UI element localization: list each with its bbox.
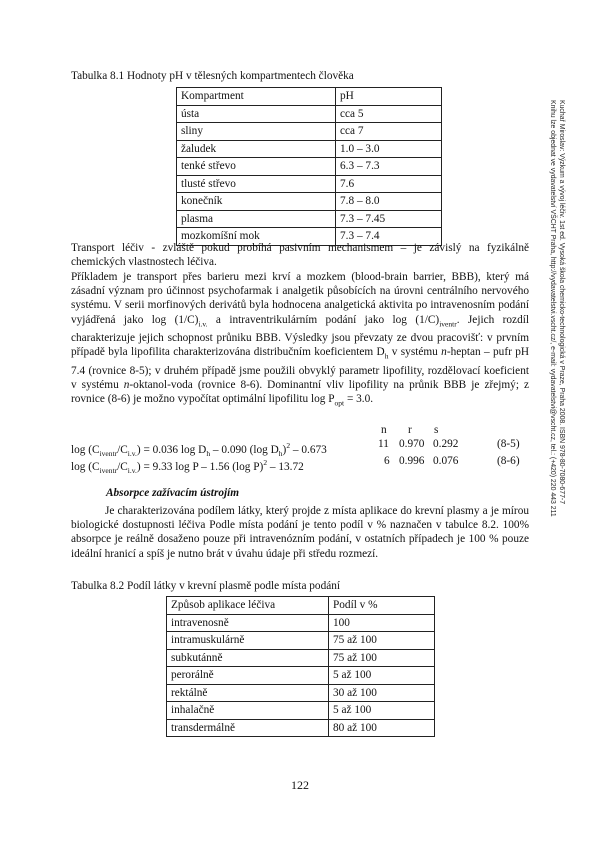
text-sub: opt: [334, 398, 345, 408]
table-cell: intramuskulárně: [167, 632, 329, 650]
table-cell: intravenosně: [167, 614, 329, 632]
text-run: Příkladem je transport přes barieru mezi krví a mozkem (blood-brain barrier, BBB), který má zásadní význam pro účinnost psychofarmak i analgetik působících na úrovni centrálního nervového systému. V serii morfinových derivátů byla hodnocena analgetická aktivita po intravenosním podání vyjádřená jako log (1/C): [71, 271, 529, 326]
text-sub: h: [384, 351, 389, 361]
table-cell: cca 7: [336, 123, 442, 141]
equation-8-6: [71, 455, 304, 478]
table-cell: cca 5: [336, 105, 442, 123]
eq-text: – 0.090 (log D: [210, 443, 279, 456]
paragraph-bbb: [71, 270, 529, 411]
paragraph-absorption: Je charakterizována podílem látky, který projde z místa aplikace do krevní plasmy a je mírou biologické dostupnosti léčiva Podle místa podání je tento podíl v % naznačen v tabulce 8.2. 100% absorpce je reálně dosaženo pouze při intravenózním podání, v ostatních případech je 100 % pouze ideální hranicí a spíš je nutno brát v úvahu údaje při středu rozmezí.: [71, 505, 529, 560]
citation-line: Knihu lze objednat ve vydavatelství VŠCHT Praha, http://vydavatelstvi.vscht.cz/, e-mail: vydavatelstvi@vscht.cz, tel.: (+420) 220 443 211: [549, 100, 556, 517]
eq-sub: iventr: [99, 466, 118, 476]
table-cell: 7.3 – 7.45: [336, 210, 442, 228]
table-row: [177, 158, 442, 176]
table-header-cell: pH: [336, 88, 442, 106]
eq-text: – 0.673: [290, 443, 327, 456]
citation-line: Kuchař Miroslav: Výzkum a vývoj léčiv. 1st ed. Vysoká škola chemicko-technologická v Praze, Praha 2008. ISBN 978-80-7080-677-7: [558, 100, 565, 505]
table-row: [167, 702, 435, 720]
table-row: [177, 193, 442, 211]
eq2-r: 0.996: [399, 455, 425, 467]
eq-text: /C: [117, 460, 128, 473]
table-cell: 5 až 100: [329, 667, 435, 685]
table-cell: rektálně: [167, 684, 329, 702]
eq1-s: 0.292: [433, 438, 459, 450]
table-row: [167, 719, 435, 737]
table-cell: transdermálně: [167, 719, 329, 737]
table-cell: subkutánně: [167, 649, 329, 667]
section-heading: Absorpce zažívacím ústrojím: [106, 487, 240, 499]
table-cell: 7.3 – 7.4: [336, 228, 442, 246]
table-cell: žaludek: [177, 140, 336, 158]
eq-sub: i.v.: [127, 466, 137, 476]
table-row: [177, 210, 442, 228]
table-cell: sliny: [177, 123, 336, 141]
text-run: -heptan – pufr pH 7.4 (rovnice 8-5); v druhém případě jsme použili obvyklý parametr lipofility, rozdělovací koeficient v systému: [71, 346, 529, 391]
table-cell: ústa: [177, 105, 336, 123]
page-number: 122: [291, 778, 309, 792]
stats-header-r: r: [408, 424, 412, 436]
text-italic: n: [441, 346, 447, 359]
table-row: [167, 649, 435, 667]
stats-header-n: n: [381, 424, 387, 436]
eq-sup: 2: [286, 441, 291, 450]
table-row: [177, 123, 442, 141]
table-row: [167, 684, 435, 702]
table-cell: inhalačně: [167, 702, 329, 720]
eq1-n: 11: [378, 438, 389, 450]
eq-sub: i.v.: [127, 449, 137, 459]
table-row: [177, 140, 442, 158]
eq-text: log (C: [71, 443, 100, 456]
table-row: [177, 105, 442, 123]
table-cell: 6.3 – 7.3: [336, 158, 442, 176]
table-cell: mozkomíšní mok: [177, 228, 336, 246]
table-cell: 100: [329, 614, 435, 632]
table-header-row: [167, 597, 435, 615]
table-cell: konečník: [177, 193, 336, 211]
eq-sub: h: [206, 449, 211, 459]
eq1-label: (8-5): [497, 438, 520, 450]
text-italic: n: [123, 378, 130, 391]
text-run: = 3.0.: [344, 393, 374, 406]
stats-header-s: s: [434, 424, 439, 436]
absorption-table: [166, 596, 435, 737]
text-sub: i.v.: [198, 318, 208, 328]
eq2-label: (8-6): [497, 455, 520, 467]
table-row: [167, 667, 435, 685]
text-run: . Jejich rozdíl charakterizuje jejich schopnost průniku BBB. Výsledky jsou převzaty ze dvou pracovišť: v prvním případě byla lipofilita charakterizována distribučním koeficientem D: [71, 313, 529, 359]
table-cell: 7.6: [336, 175, 442, 193]
table-header-row: [177, 88, 442, 106]
table-cell: 5 až 100: [329, 702, 435, 720]
table-header-cell: Způsob aplikace léčiva: [167, 597, 329, 615]
table-cell: 1.0 – 3.0: [336, 140, 442, 158]
table-header-cell: Kompartment: [177, 88, 336, 106]
table-row: [167, 614, 435, 632]
table1-caption: Tabulka 8.1 Hodnoty pH v tělesných kompartmentech člověka: [71, 70, 354, 82]
eq-text: – 13.72: [267, 460, 304, 473]
text-sub: iventr: [439, 318, 457, 328]
table-row: [167, 632, 435, 650]
eq-text: ): [282, 443, 287, 456]
table-row: [177, 175, 442, 193]
paragraph-transport: Transport léčiv - zvláště pokud probíhá pasivním mechanismem – je závislý na fyzikálně chemických vlastnostech léčiva.: [71, 242, 529, 269]
table-cell: 80 až 100: [329, 719, 435, 737]
citation-sidebar: [548, 100, 566, 517]
eq2-n: 6: [384, 455, 390, 467]
eq-sub: iventr: [99, 449, 118, 459]
eq-text: /C: [117, 443, 128, 456]
table-cell: 75 až 100: [329, 649, 435, 667]
table-cell: tenké střevo: [177, 158, 336, 176]
ph-table: [176, 87, 442, 246]
text-run: -oktanol-voda (rovnice 8-6). Dominantní vliv lipofility na průnik BBB je zřejmý; z rovnice (8-6) je možno vypočítat optimální lipofilitu log P: [71, 378, 530, 406]
eq1-r: 0.970: [399, 438, 425, 450]
table-cell: 30 až 100: [329, 684, 435, 702]
eq-text: ) = 0.036 log D: [136, 443, 207, 456]
eq-sup: 2: [263, 458, 268, 467]
table2-caption: Tabulka 8.2 Podíl látky v krevní plasmě podle místa podání: [71, 580, 341, 592]
table-cell: tlusté střevo: [177, 175, 336, 193]
table-cell: 7.8 – 8.0: [336, 193, 442, 211]
text-run: a intraventrikulárním podání jako log (1/C): [207, 313, 440, 326]
eq2-s: 0.076: [433, 455, 459, 467]
table-header-cell: Podíl v %: [329, 597, 435, 615]
table-cell: perorálně: [167, 667, 329, 685]
table-cell: 75 až 100: [329, 632, 435, 650]
eq-sub: h: [278, 449, 283, 459]
text-run: v systému: [388, 346, 442, 359]
eq-text: ) = 9.33 log P – 1.56 (log P): [136, 460, 264, 473]
table-cell: plasma: [177, 210, 336, 228]
eq-text: log (C: [71, 460, 100, 473]
